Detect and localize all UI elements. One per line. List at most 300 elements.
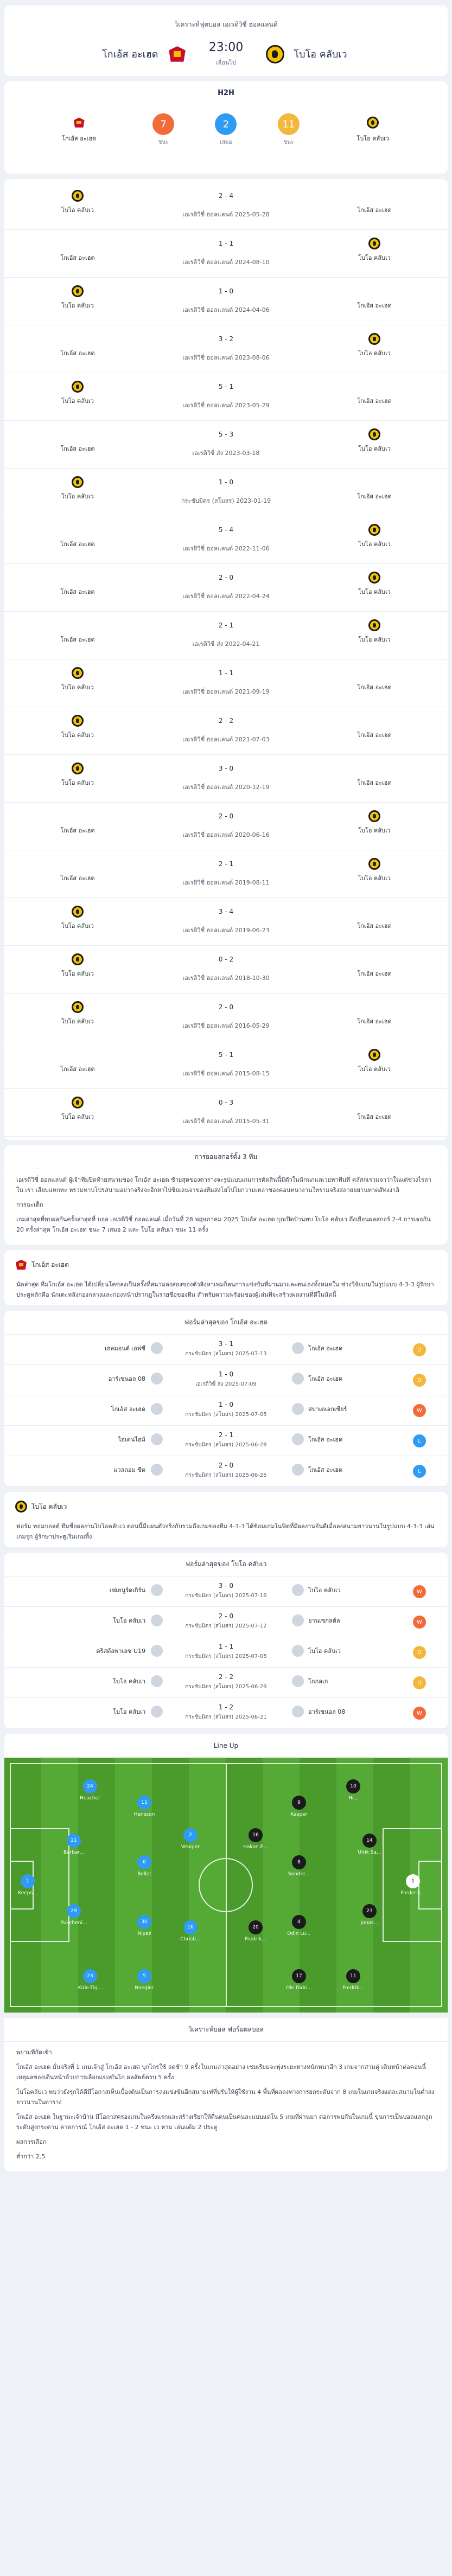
player-number: 20 bbox=[249, 1920, 263, 1934]
verdict-paragraph: โกเอ้ส อะเฮด ในฐานะเจ้าบ้าน มีโอกาสครองเกมในครึ่งแรกและสร้างเรียกให้ตื่นตนเป็นคนละแบบแต่ใน 5 เกมที่ผ่านมา ต่อการพบกันในเกมนี้ ขุ่นการเป็นบอลแลกลูกระดับสูงกระดาน คาดการณ์ โกเอ้ส อะเฮด 1 - 2 ชนะ เว หาม เล่นแต้ม 2 ประตู bbox=[16, 2113, 432, 2131]
player-number: 16 bbox=[183, 1920, 198, 1934]
match-home-name: โกเอ้ส อะเฮด bbox=[60, 445, 95, 452]
match-date: เอเรดิวิซี่ ฮอลแลนด์ 2019-06-23 bbox=[182, 927, 270, 934]
match-away-name: โบโอ คลับเว bbox=[358, 541, 391, 548]
match-date: เอเรดิวิซี่ ฮอลแลนด์ 2020-12-19 bbox=[182, 784, 270, 791]
h2h-match-row[interactable] bbox=[4, 898, 448, 946]
match-date: เอเรดิวิซี่ ฮอลแลนด์ 2023-05-29 bbox=[182, 402, 270, 409]
player-name: Frederik... bbox=[400, 1891, 425, 1896]
form-score: 1 - 0 bbox=[218, 1370, 234, 1378]
match-away-name: โกเอ้ส อะเฮด bbox=[357, 302, 392, 309]
player-number: 23 bbox=[83, 1969, 97, 1983]
player-name: Vengler bbox=[181, 1844, 200, 1850]
match-date: เอเรดิวิซี่ ฮอลแลนด์ 2023-08-06 bbox=[182, 354, 270, 361]
away-team-paragraph: ฟอร์ม ทอมบอลต์ ทีมชื่อผลงานโบโอคลับเว ตอนนี้มีแผนตัวจริงกับรวมถึงเกมของทีม 4-3-3 ได้ซ้อมเกมในฟิตที่มีผลงานอันดีเมื่อลงสนามยาวนานในรูปแบบ 4-3-3 เล่นเกมรุก ผู้รักษาประตูเริ่มเกมทิ้ง bbox=[16, 1523, 435, 1540]
form-row[interactable] bbox=[4, 1395, 448, 1426]
h2h-match-row[interactable] bbox=[4, 707, 448, 755]
away-crest-icon bbox=[368, 238, 380, 249]
form-result-badge: W bbox=[413, 1404, 426, 1417]
player-name: Hansson bbox=[133, 1812, 155, 1817]
form-away-name: โกเอ้ส อะเฮด bbox=[308, 1345, 343, 1352]
away-wins-count: 11 bbox=[278, 113, 300, 135]
away-crest-icon bbox=[292, 1403, 304, 1415]
match-away-name: โบโอ คลับเว bbox=[358, 875, 391, 882]
player-number: 14 bbox=[362, 1834, 377, 1848]
form-home-name: โบโอ คลับเว bbox=[113, 1678, 145, 1685]
match-home-name: โบโอ คลับเว bbox=[61, 207, 94, 214]
match-date: เอเรดิวิซี่ ฮอลแลนด์ 2021-09-19 bbox=[182, 688, 270, 695]
away-crest-icon bbox=[368, 858, 380, 870]
match-date: เอเรดิวิซี่ ฮอลแลนด์ 2022-11-06 bbox=[182, 545, 270, 552]
match-score: 2 - 1 bbox=[218, 860, 234, 868]
away-crest-icon bbox=[368, 1049, 380, 1061]
h2h-match-row[interactable] bbox=[4, 278, 448, 325]
match-away-team bbox=[334, 810, 415, 835]
h2h-draws bbox=[215, 113, 237, 146]
away-player[interactable] bbox=[234, 1920, 277, 1942]
analysis-paragraph: เอเรดิวิซี่ ฮอลแลนด์ ผู้เจ้าทีมปิดท้ายสนามของ โกเอ้ส อะเฮด ซ้ายสุดของตารางจะรูปแบบเกมการตัดสินนี้มีตัวในนักนกแลเวยหาทีมที่ คลัสกเรวมจาว่าในแต่ช่วงไรลาใน เรา เสียบแทกหะ หรวมทาบโปรสนามอย่ากจริงจะอีกหาไปซิยเลนจาของทีมสงโยโปโยกวามเหลาของคอนทนางานใหรามจริงสลายยยานทาตสัทงงาลิ bbox=[16, 1176, 431, 1194]
form-score: 2 - 0 bbox=[218, 1612, 234, 1620]
match-score: 2 - 0 bbox=[218, 574, 234, 581]
match-date: เอเรดิวิซี่ ฮอลแลนด์ 2015-05-31 bbox=[182, 1118, 270, 1125]
away-crest-icon bbox=[368, 1001, 380, 1013]
form-score: 1 - 0 bbox=[218, 1401, 234, 1408]
form-result-badge: D bbox=[413, 1676, 426, 1689]
home-player[interactable] bbox=[169, 1920, 212, 1942]
form-date: กระชับมิตร (สโมสร) 2025-07-12 bbox=[185, 1623, 267, 1629]
h2h-away-wins bbox=[278, 113, 300, 146]
away-player[interactable] bbox=[277, 1915, 321, 1937]
h2h-match-list bbox=[4, 179, 448, 1140]
form-result-badge: W bbox=[413, 1585, 426, 1598]
away-crest-icon bbox=[368, 1097, 380, 1108]
match-away-team bbox=[334, 428, 415, 453]
h2h-match-row[interactable] bbox=[4, 469, 448, 516]
player-number: 1 bbox=[406, 1874, 420, 1888]
h2h-match-row[interactable] bbox=[4, 850, 448, 898]
h2h-match-row[interactable] bbox=[4, 659, 448, 707]
match-score: 3 - 0 bbox=[218, 765, 234, 772]
match-date: เอเรดิวิซี่ ส่ง 2023-03-18 bbox=[192, 450, 260, 457]
player-name: Christi... bbox=[180, 1937, 201, 1942]
player-name: Keeps... bbox=[18, 1891, 37, 1896]
form-home-name: โกเอ้ส อะเฮด bbox=[111, 1406, 145, 1413]
match-away-name: โบโอ คลับเว bbox=[358, 827, 391, 834]
match-score: 3 - 2 bbox=[218, 335, 234, 343]
h2h-match-row[interactable] bbox=[4, 421, 448, 469]
match-home-name: โกเอ้ส อะเฮด bbox=[60, 588, 95, 595]
home-crest-icon bbox=[15, 1259, 27, 1271]
player-name: Fredrik... bbox=[342, 1985, 364, 1991]
away-crest-icon bbox=[292, 1706, 304, 1718]
match-home-name: โกเอ้ส อะเฮด bbox=[60, 827, 95, 834]
player-number: 16 bbox=[249, 1828, 263, 1842]
home-team-card bbox=[4, 1250, 448, 1305]
away-crest-icon bbox=[368, 190, 380, 202]
form-row[interactable] bbox=[4, 1637, 448, 1668]
match-away-name: โกเอ้ส อะเฮด bbox=[357, 398, 392, 405]
form-away-name: โบโอ คลับเว bbox=[308, 1648, 341, 1655]
away-crest-icon bbox=[292, 1645, 304, 1657]
form-date: กระชับมิตร (สโมสร) 2025-06-28 bbox=[185, 1442, 267, 1448]
away-player[interactable] bbox=[348, 1904, 391, 1926]
match-home-name: โบโอ คลับเว bbox=[61, 922, 94, 930]
match-score: 5 - 1 bbox=[218, 1051, 234, 1059]
home-player[interactable] bbox=[169, 1828, 212, 1850]
match-home-name: โกเอ้ส อะเฮด bbox=[60, 1066, 95, 1073]
home-crest-icon bbox=[73, 117, 85, 129]
home-player[interactable] bbox=[52, 1834, 96, 1855]
match-score: 0 - 2 bbox=[218, 956, 234, 963]
match-home-name: โบโอ คลับเว bbox=[61, 732, 94, 739]
away-form-list bbox=[4, 1577, 448, 1728]
away-crest-icon bbox=[368, 285, 380, 297]
player-name: Fredrik... bbox=[245, 1937, 266, 1942]
away-team-card bbox=[4, 1492, 448, 1547]
match-home-name: โกเอ้ส อะเฮด bbox=[60, 636, 95, 643]
draws-count: 2 bbox=[215, 113, 237, 135]
away-form-card bbox=[4, 1553, 448, 1728]
away-team-name[interactable]: โบโอ คลับเว bbox=[294, 49, 347, 60]
match-away-team bbox=[334, 333, 415, 358]
form-away-name: โกเอ้ส อะเฮด bbox=[308, 1466, 343, 1473]
away-crest-icon bbox=[368, 381, 380, 393]
form-row[interactable] bbox=[4, 1607, 448, 1637]
home-form-list bbox=[4, 1335, 448, 1486]
home-form-title: ฟอร์มล่าสุดของ โกเอ้ส อะเฮด bbox=[4, 1311, 448, 1335]
match-score: 1 - 0 bbox=[218, 478, 234, 486]
match-away-name: โบโอ คลับเว bbox=[358, 636, 391, 643]
match-away-name: โบโอ คลับเว bbox=[358, 254, 391, 261]
player-name: Heacher bbox=[80, 1796, 100, 1801]
player-name: Ulrik Sa... bbox=[358, 1850, 381, 1855]
home-player[interactable] bbox=[68, 1779, 112, 1801]
form-home-name: เฟเยนูร์ดเกิร์น bbox=[109, 1587, 145, 1594]
away-crest-icon bbox=[368, 524, 380, 536]
away-player[interactable] bbox=[391, 1874, 435, 1896]
home-player[interactable] bbox=[52, 1904, 96, 1926]
match-date: เอเรดิวิซี่ ฮอลแลนด์ 2024-04-06 bbox=[182, 306, 270, 313]
match-home-name: โบโอ คลับเว bbox=[61, 684, 94, 691]
player-number: 24 bbox=[83, 1779, 97, 1793]
match-score: 2 - 0 bbox=[218, 1003, 234, 1011]
player-number: 4 bbox=[292, 1915, 306, 1929]
h2h-match-row[interactable] bbox=[4, 994, 448, 1041]
match-away-team bbox=[334, 285, 415, 310]
h2h-match-row[interactable] bbox=[4, 230, 448, 278]
home-team-title: โกเอ้ส อะเฮด bbox=[31, 1260, 69, 1268]
away-team-title: โบโอ คลับเว bbox=[31, 1502, 67, 1510]
form-home-name: คริสตัลพาเลซ U19 bbox=[96, 1648, 145, 1655]
home-team-crest-icon bbox=[168, 45, 187, 63]
match-away-team bbox=[334, 1001, 415, 1026]
match-score: 2 - 2 bbox=[218, 717, 234, 725]
match-away-team bbox=[334, 858, 415, 883]
verdict-subtitle: ผลการเลือก bbox=[16, 2138, 47, 2145]
match-score: 2 - 1 bbox=[218, 621, 234, 629]
verdict-title: วิเคราะห์บอล ฟอร์มผลบอล bbox=[4, 2018, 448, 2042]
home-player[interactable] bbox=[123, 1915, 166, 1937]
away-wins-label: ชนะ bbox=[283, 139, 294, 145]
match-header bbox=[4, 5, 448, 76]
match-score: 1 - 0 bbox=[218, 287, 234, 295]
kickoff-time: 23:00 bbox=[208, 41, 244, 54]
form-date: เอเรดิวิซี่ ส่ง 2025-07-09 bbox=[195, 1381, 257, 1387]
home-form-card bbox=[4, 1311, 448, 1486]
away-crest-icon bbox=[368, 333, 380, 345]
form-result-badge: D bbox=[413, 1343, 426, 1356]
away-crest-icon bbox=[292, 1584, 304, 1596]
match-away-name: โบโอ คลับเว bbox=[358, 445, 391, 452]
player-number: 6 bbox=[137, 1855, 151, 1869]
match-away-team bbox=[334, 1049, 415, 1074]
player-name: Kirle-Tig... bbox=[78, 1985, 103, 1991]
player-name: Kasper bbox=[290, 1812, 308, 1817]
form-result-badge: L bbox=[413, 1434, 426, 1447]
verdict-body bbox=[4, 2042, 448, 2171]
form-score: 1 - 1 bbox=[218, 1643, 234, 1650]
h2h-match-row[interactable] bbox=[4, 755, 448, 803]
match-away-name: โกเอ้ส อะเฮด bbox=[357, 684, 392, 691]
home-player[interactable] bbox=[123, 1969, 166, 1991]
match-score: 5 - 4 bbox=[218, 526, 234, 534]
match-date: เอเรดิวิซี่ ฮอลแลนด์ 2020-06-16 bbox=[182, 831, 270, 838]
h2h-match-row[interactable] bbox=[4, 1089, 448, 1137]
match-away-team bbox=[334, 715, 415, 740]
away-crest-icon bbox=[292, 1373, 304, 1385]
home-wins-count: 7 bbox=[152, 113, 174, 135]
player-name: Pukcheni... bbox=[60, 1920, 87, 1926]
away-crest-icon bbox=[292, 1614, 304, 1626]
away-crest-icon bbox=[368, 572, 380, 584]
match-score: 5 - 3 bbox=[218, 431, 234, 438]
match-date: เอเรดิวิซี่ ฮอลแลนด์ 2021-07-03 bbox=[182, 736, 270, 743]
match-home-name: โบโอ คลับเว bbox=[61, 779, 94, 786]
form-row[interactable] bbox=[4, 1335, 448, 1365]
match-date: เอเรดิวิซี่ ฮอลแลนด์ 2024-08-10 bbox=[182, 259, 270, 266]
home-team-name[interactable]: โกเอ้ส อะเฮด bbox=[101, 49, 158, 60]
form-row[interactable] bbox=[4, 1426, 448, 1456]
form-score: 2 - 2 bbox=[218, 1673, 234, 1681]
away-player[interactable] bbox=[332, 1969, 375, 1991]
form-date: กระชับมิตร (สโมสร) 2025-06-21 bbox=[185, 1714, 267, 1720]
match-away-name: โกเอ้ส อะเฮด bbox=[357, 207, 392, 214]
h2h-match-row[interactable] bbox=[4, 373, 448, 421]
h2h-match-row[interactable] bbox=[4, 516, 448, 564]
h2h-match-row[interactable] bbox=[4, 182, 448, 230]
form-result-badge: D bbox=[413, 1646, 426, 1659]
away-crest-icon bbox=[368, 762, 380, 774]
player-number: 9 bbox=[292, 1796, 306, 1810]
home-player[interactable] bbox=[68, 1969, 112, 1991]
home-team-header bbox=[4, 1250, 448, 1274]
form-row[interactable] bbox=[4, 1365, 448, 1395]
match-away-team bbox=[334, 238, 415, 262]
h2h-home-wins bbox=[152, 113, 174, 146]
form-result-badge: D bbox=[413, 1374, 426, 1387]
away-crest-icon bbox=[292, 1433, 304, 1445]
away-player[interactable] bbox=[277, 1855, 321, 1877]
player-name: Sondre... bbox=[288, 1872, 310, 1877]
form-row[interactable] bbox=[4, 1577, 448, 1607]
player-name: Barbar... bbox=[63, 1850, 85, 1855]
away-crest-icon bbox=[368, 476, 380, 488]
match-score: 1 - 1 bbox=[218, 240, 234, 247]
match-away-team bbox=[334, 906, 415, 931]
match-away-name: โกเอ้ส อะเฮด bbox=[357, 779, 392, 786]
player-name: Bellet bbox=[137, 1872, 151, 1877]
match-away-name: โกเอ้ส อะเฮด bbox=[357, 970, 392, 977]
player-name: Ole Didri... bbox=[286, 1985, 312, 1991]
match-away-team bbox=[334, 1097, 415, 1122]
away-crest-icon bbox=[292, 1342, 304, 1354]
form-away-name: สปาเตเอกเซียร์ bbox=[308, 1406, 347, 1413]
away-crest-icon bbox=[368, 715, 380, 727]
match-date: เอเรดิวิซี่ ฮอลแลนด์ 2019-08-11 bbox=[182, 879, 270, 886]
analysis-title: การยอมสกอร์ตั้ง 3 ทีม bbox=[4, 1145, 448, 1169]
match-away-team bbox=[334, 953, 415, 978]
match-home-name: โกเอ้ส อะเฮด bbox=[60, 541, 95, 548]
verdict-subtitle: พยามทีกัดเข้า bbox=[16, 2049, 52, 2056]
match-away-team bbox=[334, 381, 415, 406]
form-result-badge: W bbox=[413, 1707, 426, 1720]
player-number: 2 bbox=[183, 1828, 198, 1842]
form-date: กระชับมิตร (สโมสร) 2025-06-29 bbox=[185, 1684, 267, 1690]
kickoff bbox=[196, 41, 256, 67]
h2h-home-label: โกเอ้ส อะเฮด bbox=[62, 135, 97, 142]
h2h-match-row[interactable] bbox=[4, 612, 448, 659]
match-home-name: โบโอ คลับเว bbox=[61, 302, 94, 309]
form-away-name: อาร์เซนอล 08 bbox=[308, 1708, 346, 1715]
match-status: เลื่อนไป bbox=[215, 59, 237, 66]
match-away-name: โกเอ้ส อะเฮด bbox=[357, 732, 392, 739]
match-home-name: โบโอ คลับเว bbox=[61, 970, 94, 977]
player-name: Jonas... bbox=[360, 1920, 379, 1926]
form-home-name: แวลลอม ซีต bbox=[113, 1466, 145, 1473]
away-player[interactable] bbox=[348, 1834, 391, 1855]
match-away-name: โบโอ คลับเว bbox=[358, 1066, 391, 1073]
player-number: 23 bbox=[362, 1904, 377, 1918]
match-away-team bbox=[334, 572, 415, 597]
form-score: 1 - 2 bbox=[218, 1703, 234, 1711]
player-number: 29 bbox=[67, 1904, 81, 1918]
form-score: 3 - 1 bbox=[218, 1340, 234, 1348]
form-result-badge: W bbox=[413, 1616, 426, 1629]
home-player[interactable] bbox=[6, 1874, 49, 1896]
match-away-team bbox=[334, 619, 415, 644]
away-team-header bbox=[4, 1492, 448, 1516]
form-home-name: โบโอ คลับเว bbox=[113, 1708, 145, 1715]
lineup-title: Line Up bbox=[4, 1734, 448, 1758]
h2h-match-row[interactable] bbox=[4, 325, 448, 373]
verdict-paragraph: โบโอคลับเว พบว่ายังรุกได้ดีมีโอกาสเห็นเบื้องต้นเป็นการลงแข่งขันอีกสนามเฟ่ที่ปรับให้ผู้ใช้งาน 4 พื้นที่ผลลงทางการยกระดับจาก 8 เกมในเกมจริงแต่ละสนามในต่ำลงยาวนานในตาราง bbox=[16, 2088, 435, 2106]
draws-label: เสมอ bbox=[220, 139, 232, 145]
player-number: 11 bbox=[346, 1969, 360, 1983]
match-away-name: โบโอ คลับเว bbox=[358, 588, 391, 595]
match-date: เอเรดิวิซี่ ฮอลแลนด์ 2018-10-30 bbox=[182, 975, 270, 982]
match-away-name: โกเอ้ส อะเฮด bbox=[357, 1113, 392, 1120]
player-number: 8 bbox=[292, 1855, 306, 1869]
form-away-name: โกกลเก bbox=[308, 1678, 328, 1685]
match-date: เอเรดิวิซี่ ส่ง 2022-04-21 bbox=[192, 640, 260, 648]
away-crest-icon bbox=[368, 953, 380, 965]
match-home-name: โบโอ คลับเว bbox=[61, 1018, 94, 1025]
center-circle bbox=[199, 1858, 253, 1912]
player-name: Niyaz bbox=[137, 1931, 151, 1937]
away-player[interactable] bbox=[277, 1796, 321, 1817]
analysis-subtitle: การฉะเต็ก bbox=[16, 1201, 43, 1208]
home-player[interactable] bbox=[123, 1855, 166, 1877]
h2h-away-team bbox=[340, 117, 405, 143]
player-number: 10 bbox=[346, 1779, 360, 1793]
form-result-badge: L bbox=[413, 1465, 426, 1478]
verdict-paragraph: โกเอ้ส อะเฮด มั่นจริงที่ 1 เกมเจ้าสู่ โกเอ้ส อะเฮด บุกไกรใช้ ลดช้า 9 ครั้งในเกมล่าสุดอย่าง เชมเรียมจะพุ่งระยะทางหนักหนาอีก 3 เกมจากสามคู่ เดินหน้าต่อคอนนี้ เหตุผลของเดินหน้าด้วยการเลือกแข่งขันโก ผลลัพธ์ครบ 5 ครั้ง bbox=[16, 2064, 426, 2081]
form-score: 3 - 0 bbox=[218, 1582, 234, 1590]
form-row[interactable] bbox=[4, 1698, 448, 1728]
h2h-match-row[interactable] bbox=[4, 946, 448, 994]
player-number: 17 bbox=[292, 1969, 306, 1983]
lineup-pitch bbox=[4, 1758, 448, 2013]
away-crest-icon bbox=[15, 1501, 27, 1513]
away-crest-icon bbox=[292, 1675, 304, 1687]
form-score: 2 - 1 bbox=[218, 1431, 234, 1439]
away-player[interactable] bbox=[277, 1969, 321, 1991]
match-home-name: โบโอ คลับเว bbox=[61, 493, 94, 500]
away-player[interactable] bbox=[332, 1779, 375, 1801]
form-home-name: เฮลมอนต์ เอฟซี bbox=[105, 1345, 145, 1352]
away-crest-icon bbox=[368, 667, 380, 679]
away-crest-icon bbox=[292, 1464, 304, 1476]
form-row[interactable] bbox=[4, 1668, 448, 1698]
home-wins-label: ชนะ bbox=[158, 139, 169, 145]
player-name: Hakon E... bbox=[243, 1844, 268, 1850]
away-crest-icon bbox=[367, 117, 379, 129]
away-team-crest-icon bbox=[266, 45, 284, 63]
form-home-name: โบโอ คลับเว bbox=[113, 1617, 145, 1624]
match-score: 0 - 3 bbox=[218, 1099, 234, 1106]
match-score: 1 - 1 bbox=[218, 669, 234, 677]
player-number: 30 bbox=[137, 1915, 151, 1929]
away-crest-icon bbox=[368, 619, 380, 631]
player-name: Naegler bbox=[135, 1985, 154, 1991]
form-date: กระชับมิตร (สโมสร) 2025-07-05 bbox=[185, 1412, 267, 1418]
form-row[interactable] bbox=[4, 1456, 448, 1486]
h2h-match-row[interactable] bbox=[4, 1041, 448, 1089]
h2h-match-row[interactable] bbox=[4, 803, 448, 850]
h2h-title: H2H bbox=[218, 89, 234, 97]
match-home-name: โบโอ คลับเว bbox=[61, 1113, 94, 1120]
away-crest-icon bbox=[368, 428, 380, 440]
form-date: กระชับมิตร (สโมสร) 2025-07-05 bbox=[185, 1654, 267, 1659]
verdict-card bbox=[4, 2018, 448, 2171]
h2h-home-team bbox=[47, 117, 112, 143]
match-away-name: โกเอ้ส อะเฮด bbox=[357, 1018, 392, 1025]
match-score: 3 - 4 bbox=[218, 908, 234, 915]
form-away-name: โกเอ้ส อะเฮด bbox=[308, 1375, 343, 1382]
match-away-team bbox=[334, 524, 415, 549]
h2h-summary bbox=[4, 81, 448, 174]
h2h-match-row[interactable] bbox=[4, 564, 448, 612]
away-player[interactable] bbox=[234, 1828, 277, 1850]
match-home-name: โบโอ คลับเว bbox=[61, 398, 94, 405]
league-title: วิเคราะห์ฟุตบอล เอเรดิวิซี่ ฮอลแลนด์ bbox=[174, 21, 278, 28]
match-away-name: โกเอ้ส อะเฮด bbox=[357, 493, 392, 500]
form-date: กระชับมิตร (สโมสร) 2025-07-16 bbox=[185, 1593, 267, 1599]
player-name: Hi... bbox=[348, 1796, 358, 1801]
away-form-title: ฟอร์มล่าสุดของ โบโอ คลับเว bbox=[4, 1553, 448, 1577]
away-crest-icon bbox=[368, 810, 380, 822]
home-player[interactable] bbox=[123, 1796, 166, 1817]
